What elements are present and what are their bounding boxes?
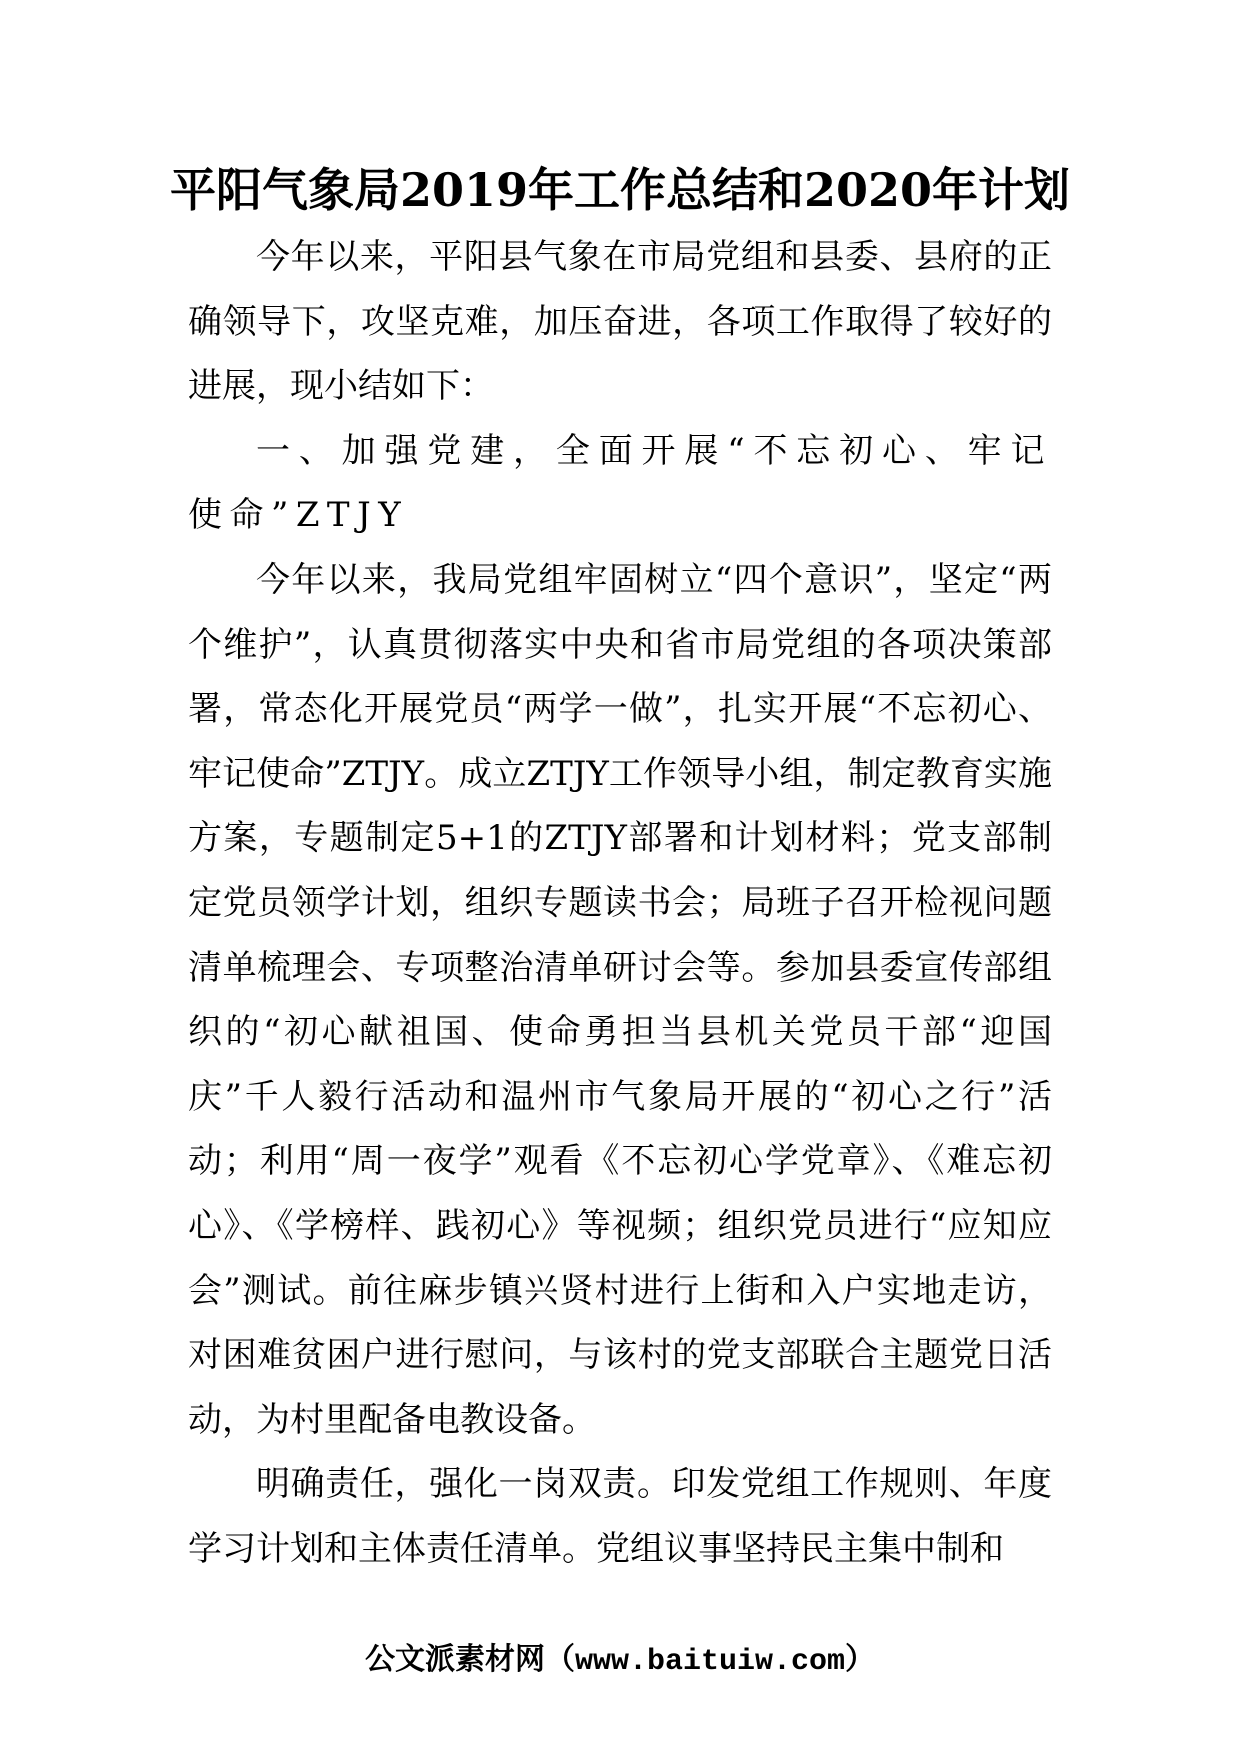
document-body (188, 225, 1052, 1581)
footer-site-name: 公文派素材网 (364, 1642, 545, 1677)
body-paragraph: 今年以来，我局党组牢固树立“四个意识”，坚定“两个维护”，认真贯彻落实中央和省市局党组的各项决策部署，常态化开展党员“两学一做”，扎实开展“不忘初心、牢记使命”ZTJY。成立ZTJY工作领导小组，制定教育实施方案，专题制定5+1的ZTJY部署和计划材料；党支部制定党员领学计划，组织专题读书会；局班子召开检视问题清单梳理会、专项整治清单研讨会等。参加县委宣传部组织的“初心献祖国、使命勇担当县机关党员干部“迎国庆”千人毅行活动和温州市气象局开展的“初心之行”活动；利用“周一夜学”观看《不忘初心学党章》、《难忘初心》、《学榜样、践初心》等视频；组织党员进行“应知应会”测试。前往麻步镇兴贤村进行上街和入户实地走访，对困难贫困户进行慰问，与该村的党支部联合主题党日活动，为村里配备电教设备。 (188, 559, 1052, 1440)
page-footer (0, 1640, 1240, 1682)
intro-paragraph: 今年以来，平阳县气象在市局党组和县委、县府的正确领导下，攻坚克难，加压奋进，各项工作取得了较好的进展，现小结如下： (188, 237, 1052, 407)
document-title: 平阳气象局2019年工作总结和2020年计划 (169, 163, 1071, 217)
section-heading: 一、加强党建，全面开展“不忘初心、牢记使命”ZTJY (188, 430, 1052, 536)
body-paragraph: 明确责任，强化一岗双责。印发党组工作规则、年度学习计划和主体责任清单。党组议事坚持民主集中制和 (188, 1464, 1052, 1569)
footer-site-url: （www.baituiw.com） (544, 1645, 876, 1679)
